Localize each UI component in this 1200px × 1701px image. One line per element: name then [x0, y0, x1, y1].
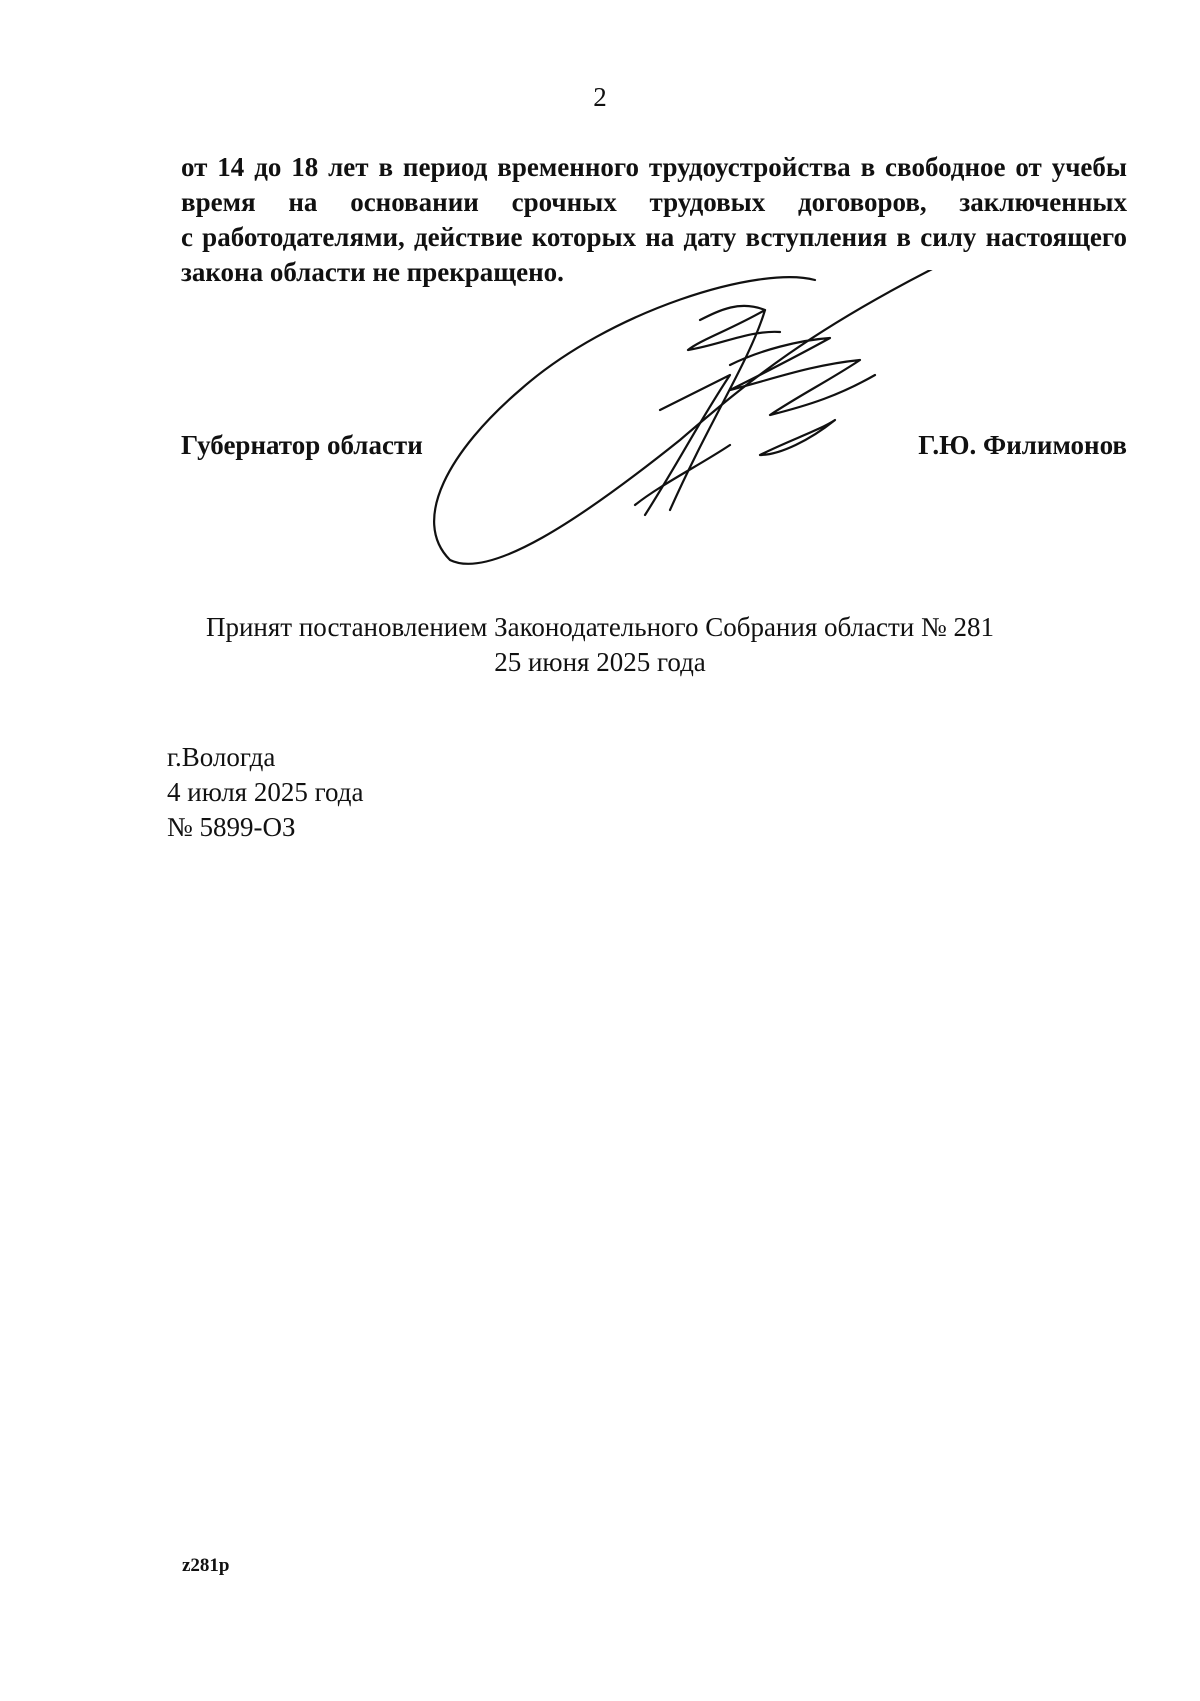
signing-date: 4 июля 2025 года [167, 777, 364, 807]
document-code: z281p [182, 1555, 230, 1576]
signatory-name: Г.Ю. Филимонов [918, 430, 1127, 460]
body-line: время на основании срочных трудовых договоров, заключенных [181, 187, 1127, 217]
body-line: с работодателями, действие которых на дату вступления в силу настоящего [181, 222, 1127, 252]
adoption-date: 25 июня 2025 года [494, 647, 706, 677]
page-number: 2 [593, 82, 607, 112]
handwritten-signature [430, 270, 1030, 590]
body-paragraph [181, 150, 1127, 290]
body-line: закона области не прекращено. [181, 257, 564, 287]
place-date-block [167, 740, 363, 845]
city: г.Вологда [167, 742, 276, 772]
law-number: № 5899-ОЗ [167, 812, 296, 842]
signatory-position: Губернатор области [181, 430, 423, 460]
adoption-note [0, 610, 1200, 680]
body-line: от 14 до 18 лет в период временного трудоустройства в свободное от учебы [181, 152, 1127, 182]
adoption-line: Принят постановлением Законодательного Собрания области № 281 [205, 612, 995, 642]
